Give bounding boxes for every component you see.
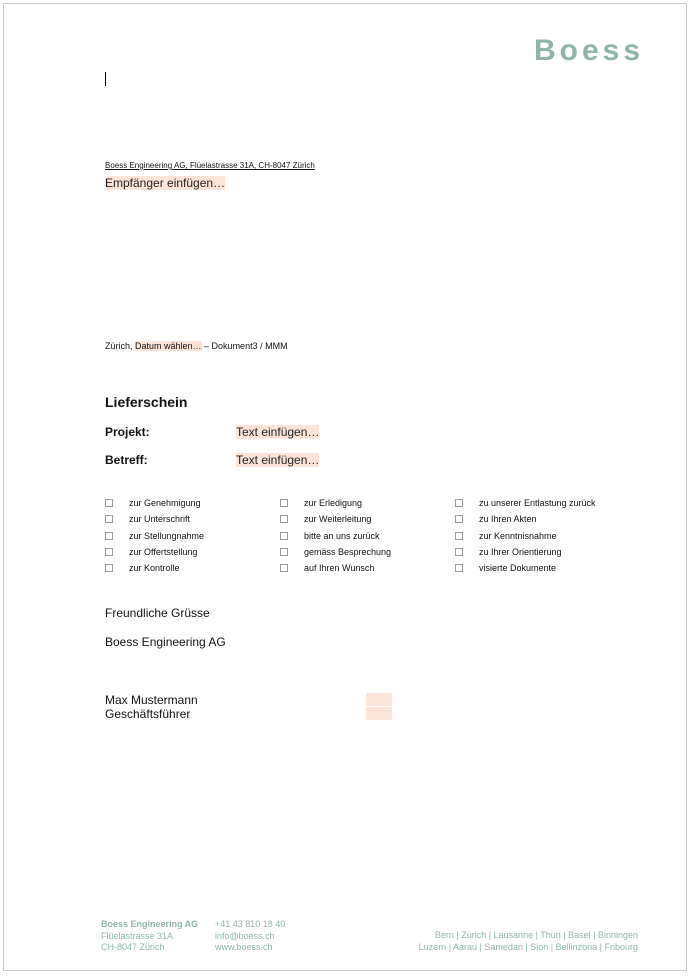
checkbox-label: zur Stellungnahme: [129, 531, 205, 541]
date-city: Zürich,: [105, 341, 136, 351]
checkbox-item[interactable]: [280, 498, 362, 508]
project-field[interactable]: [236, 425, 319, 439]
signer-name: Max Mustermann: [105, 693, 198, 707]
document-reference: – Dokument3 / MMM: [201, 341, 288, 351]
footer-offices-line2: Luzern | Aarau | Samedan | Sion | Bellinzona | Fribourg: [418, 941, 638, 952]
project-placeholder[interactable]: Text einfügen…: [236, 425, 320, 439]
footer-address: [101, 919, 198, 954]
footer-company: Boess Engineering AG: [101, 919, 199, 929]
checkbox-label: zur Kenntnisnahme: [479, 531, 557, 541]
checkbox[interactable]: [455, 532, 463, 540]
checkbox-label: zur Erledigung: [304, 498, 363, 508]
date-picker-field[interactable]: Datum wählen…: [135, 341, 202, 351]
checkbox-item[interactable]: [455, 547, 562, 557]
checkbox[interactable]: [105, 515, 113, 523]
checkbox-item[interactable]: [105, 531, 204, 541]
checkbox-item[interactable]: [105, 563, 180, 573]
checkbox-item[interactable]: [280, 563, 374, 573]
checkbox-item[interactable]: [280, 547, 391, 557]
checkbox[interactable]: [455, 564, 463, 572]
checkbox-label: zu unserer Entlastung zurück: [479, 498, 596, 508]
subject-label: Betreff:: [105, 453, 148, 467]
checkbox-item[interactable]: [455, 498, 596, 508]
checkbox-label: zur Weiterleitung: [304, 514, 372, 524]
recipient-field[interactable]: [105, 176, 225, 190]
subject-placeholder[interactable]: Text einfügen…: [236, 453, 320, 467]
closing-greeting: Freundliche Grüsse: [105, 606, 210, 620]
footer-phone: +41 43 810 18 40: [215, 919, 286, 929]
checkbox-item[interactable]: [105, 514, 190, 524]
checkbox-label: bitte an uns zurück: [304, 531, 380, 541]
checkbox-item[interactable]: [105, 547, 197, 557]
footer-contact: [215, 919, 285, 954]
footer-web: www.boess.ch: [215, 942, 273, 952]
document-page: [3, 3, 687, 971]
subject-field[interactable]: [236, 453, 319, 467]
checkbox[interactable]: [455, 515, 463, 523]
footer-email: info@boess.ch: [215, 930, 275, 941]
checkbox-label: zur Genehmigung: [129, 498, 201, 508]
checkbox[interactable]: [455, 499, 463, 507]
checkbox[interactable]: [105, 548, 113, 556]
project-label: Projekt:: [105, 425, 150, 439]
signature-placeholder[interactable]: [366, 707, 392, 720]
signature-block: [105, 693, 198, 721]
checkbox[interactable]: [105, 564, 113, 572]
checkbox-item[interactable]: [455, 531, 557, 541]
checkbox-label: zu Ihrer Orientierung: [479, 547, 562, 557]
footer-offices-line1: Bern | Zürich | Lausanne | Thun | Basel | Binningen: [434, 930, 638, 940]
checkbox[interactable]: [280, 532, 288, 540]
checkbox-item[interactable]: [455, 514, 537, 524]
signer-role: Geschäftsführer: [105, 707, 191, 721]
checkbox-label: zur Unterschrift: [129, 514, 191, 524]
footer-city: CH-8047 Zürich: [101, 942, 165, 952]
checkbox-label: zur Offertstellung: [129, 547, 198, 557]
checkbox-item[interactable]: [455, 563, 556, 573]
checkbox-label: zur Kontrolle: [129, 563, 180, 573]
checkbox-item[interactable]: [280, 531, 380, 541]
closing-company: Boess Engineering AG: [105, 635, 226, 649]
checkbox-label: gemäss Besprechung: [304, 547, 392, 557]
checkbox-label: auf Ihren Wunsch: [304, 563, 375, 573]
checkbox[interactable]: [105, 532, 113, 540]
sender-address-line: Boess Engineering AG, Flüelastrasse 31A, CH-8047 Zürich: [105, 161, 315, 170]
footer-offices: [419, 930, 638, 953]
checkbox[interactable]: [280, 499, 288, 507]
checkbox[interactable]: [280, 564, 288, 572]
text-cursor: [105, 72, 106, 86]
checkbox[interactable]: [105, 499, 113, 507]
recipient-placeholder[interactable]: Empfänger einfügen…: [105, 176, 226, 190]
checkbox-label: zu Ihren Akten: [479, 514, 537, 524]
checkbox-item[interactable]: [280, 514, 371, 524]
checkbox[interactable]: [280, 548, 288, 556]
checkbox[interactable]: [280, 515, 288, 523]
checkbox-label: visierte Dokumente: [479, 563, 557, 573]
checkbox[interactable]: [455, 548, 463, 556]
date-line: [105, 341, 288, 351]
footer-street: Flüelastrasse 31A: [101, 930, 174, 941]
signature-placeholder[interactable]: [366, 693, 392, 706]
company-logo: Boess: [534, 34, 645, 67]
document-title: Lieferschein: [105, 394, 188, 410]
checkbox-item[interactable]: [105, 498, 201, 508]
